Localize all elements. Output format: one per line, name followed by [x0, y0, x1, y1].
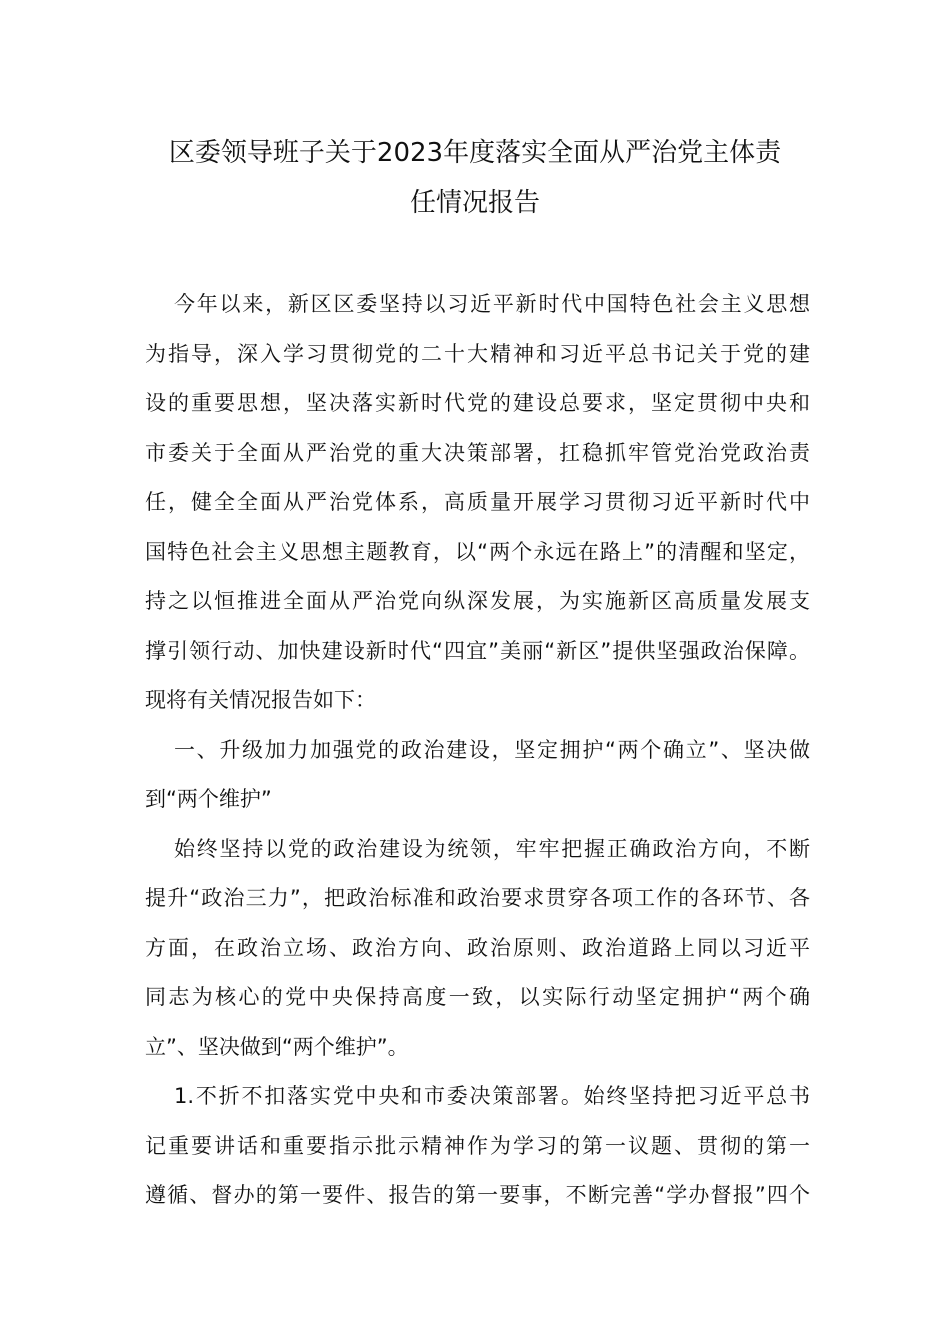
text-line: 遵循、督办的第一要件、报告的第一要事，不断完善“学办督报”四个 [145, 1183, 810, 1207]
text-line: 一、升级加力加强党的政治建设，坚定拥护“两个确立”、坚决做 [174, 737, 810, 762]
text-line: 立”、坚决做到“两个维护”。 [145, 1034, 409, 1059]
section-heading-1 [145, 726, 810, 825]
paragraph-intro [145, 280, 810, 726]
text-line: 始终坚持以党的政治建设为统领，牢牢把握正确政治方向，不断 [174, 836, 810, 861]
title-line-1: 区委领导班子关于2023年度落实全面从严治党主体责 [168, 138, 782, 168]
paragraph-section-1 [145, 825, 810, 1073]
text-line: 国特色社会主义思想主题教育，以“两个永远在路上”的清醒和坚定， [145, 539, 810, 564]
text-line: 到“两个维护” [145, 787, 272, 811]
text-line: 任，健全全面从严治党体系，高质量开展学习贯彻习近平新时代中 [145, 490, 810, 514]
text-line: 撑引领行动、加快建设新时代“四宜”美丽“新区”提供坚强政治保障。 [145, 638, 810, 663]
text-line: 记重要讲话和重要指示批示精神作为学习的第一议题、贯彻的第一 [145, 1133, 810, 1158]
text-line: 1.不折不扣落实党中央和市委决策部署。始终坚持把习近平总书 [174, 1084, 810, 1108]
text-line: 提升“政治三力”，把政治标准和政治要求贯穿各项工作的各环节、各 [145, 886, 810, 910]
text-line: 同志为核心的党中央保持高度一致，以实际行动坚定拥护“两个确 [145, 985, 810, 1009]
text-line: 方面，在政治立场、政治方向、政治原则、政治道路上同以习近平 [145, 935, 810, 960]
document-title [130, 128, 820, 228]
paragraph-item-1 [145, 1072, 810, 1221]
text-line: 设的重要思想，坚决落实新时代党的建设总要求，坚定贯彻中央和 [145, 391, 810, 415]
text-line: 今年以来，新区区委坚持以习近平新时代中国特色社会主义思想 [174, 292, 810, 316]
text-line: 持之以恒推进全面从严治党向纵深发展，为实施新区高质量发展支 [145, 589, 810, 613]
title-line-2: 任情况报告 [409, 188, 540, 218]
text-line: 现将有关情况报告如下： [145, 688, 376, 712]
document-body [145, 280, 810, 1221]
text-line: 市委关于全面从严治党的重大决策部署，扛稳抓牢管党治党政治责 [145, 440, 810, 465]
text-line: 为指导，深入学习贯彻党的二十大精神和习近平总书记关于党的建 [145, 341, 810, 366]
